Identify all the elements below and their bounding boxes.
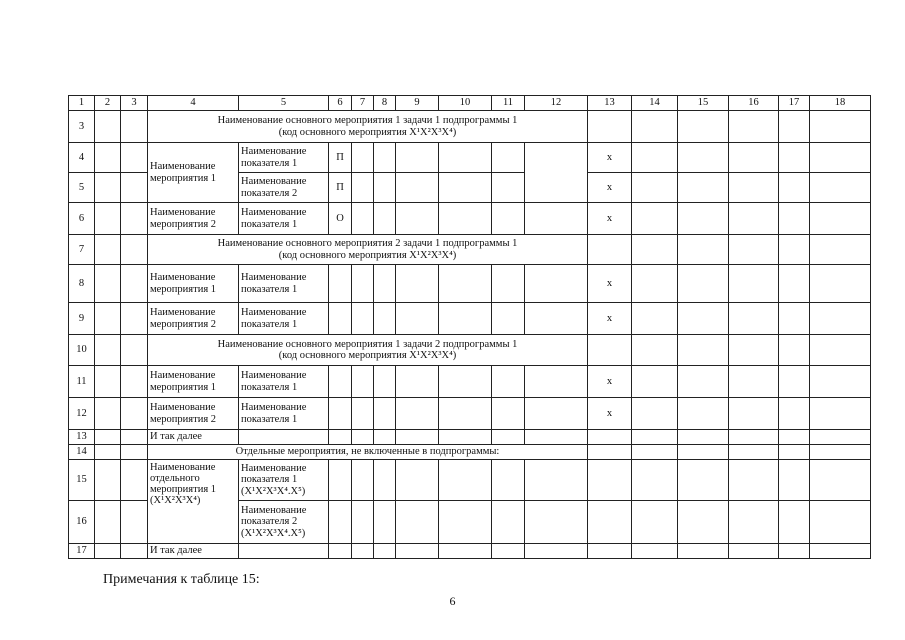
column-number: 4 [148, 96, 239, 111]
row-number: 10 [69, 335, 95, 366]
row-number: 5 [69, 173, 95, 203]
event-name-cell: Наименование мероприятия 2 [148, 203, 239, 235]
event-name-cell: Наименование мероприятия 2 [148, 398, 239, 430]
indicator-type-cell: О [329, 203, 352, 235]
column-number: 8 [374, 96, 396, 111]
row-number: 8 [69, 265, 95, 303]
section-title-line1: Наименование основного мероприятия 1 задачи 2 подпрограммы 1 [217, 338, 518, 350]
indicator-name-cell: Наименование показателя 1 (X¹X²X³X⁴.X⁵) [239, 460, 329, 501]
table-row [69, 366, 871, 398]
column-number: 12 [525, 96, 588, 111]
column-13-mark: х [588, 366, 632, 398]
event-name-cell: Наименование мероприятия 1 [148, 265, 239, 303]
row-number: 13 [69, 430, 95, 445]
table-row [69, 203, 871, 235]
indicator-type-cell: П [329, 143, 352, 173]
table-row [69, 398, 871, 430]
event-name-cell: Наименование мероприятия 1 [148, 366, 239, 398]
row-number: 6 [69, 203, 95, 235]
section-title-line1: Наименование основного мероприятия 2 задачи 1 подпрограммы 1 [217, 238, 518, 250]
column-number: 5 [239, 96, 329, 111]
indicator-name-cell: Наименование показателя 2 (X¹X²X³X⁴.X⁵) [239, 501, 329, 544]
row-number: 15 [69, 460, 95, 501]
row-number: 14 [69, 445, 95, 460]
table-row [69, 335, 871, 366]
table-row [69, 445, 871, 460]
section-title [148, 111, 588, 143]
column-13-mark: х [588, 265, 632, 303]
column-number: 16 [729, 96, 779, 111]
column-number: 6 [329, 96, 352, 111]
indicator-name-cell: Наименование показателя 1 [239, 265, 329, 303]
column-number: 13 [588, 96, 632, 111]
column-number: 15 [678, 96, 729, 111]
page-number: 6 [449, 594, 456, 608]
row-number: 3 [69, 111, 95, 143]
column-number: 10 [439, 96, 492, 111]
data-table [68, 95, 871, 559]
indicator-name-cell: Наименование показателя 1 [239, 203, 329, 235]
table-row [69, 111, 871, 143]
table-row [69, 430, 871, 445]
and-so-on-text: И так далее [148, 430, 239, 445]
column-number: 2 [95, 96, 121, 111]
section-title [148, 335, 588, 366]
and-so-on-text: И так далее [148, 544, 239, 559]
row-number: 7 [69, 235, 95, 265]
table-row [69, 143, 871, 173]
table-row [69, 265, 871, 303]
indicator-name-cell: Наименование показателя 1 [239, 143, 329, 173]
column-13-mark: х [588, 398, 632, 430]
table-row [69, 544, 871, 559]
indicator-name-cell: Наименование показателя 1 [239, 303, 329, 335]
indicator-type-cell: П [329, 173, 352, 203]
table-row [69, 303, 871, 335]
column-number: 3 [121, 96, 148, 111]
row-number: 9 [69, 303, 95, 335]
column-13-mark: х [588, 173, 632, 203]
column-number: 18 [810, 96, 871, 111]
indicator-name-cell: Наименование показателя 1 [239, 366, 329, 398]
column-number: 1 [69, 96, 95, 111]
column-number-row [69, 96, 871, 111]
row-number: 17 [69, 544, 95, 559]
row-number: 4 [69, 143, 95, 173]
section-title [148, 235, 588, 265]
column-number: 14 [632, 96, 678, 111]
indicator-name-cell: Наименование показателя 2 [239, 173, 329, 203]
event-name-cell: Наименование отдельного мероприятия 1 (X¹X²X³X⁴) [148, 460, 239, 544]
column-number: 17 [779, 96, 810, 111]
column-number: 9 [396, 96, 439, 111]
column-13-mark: х [588, 303, 632, 335]
column-number: 11 [492, 96, 525, 111]
event-name-cell: Наименование мероприятия 2 [148, 303, 239, 335]
column-13-mark: х [588, 203, 632, 235]
column-number: 7 [352, 96, 374, 111]
section-title-line2: (код основного мероприятия X¹X²X³X⁴) [278, 126, 457, 138]
table-row [69, 460, 871, 501]
section-title-line1: Наименование основного мероприятия 1 задачи 1 подпрограммы 1 [217, 115, 518, 127]
column-13-mark: х [588, 143, 632, 173]
notes-heading: Примечания к таблице 15: [103, 572, 260, 587]
event-name-cell: Наименование мероприятия 1 [148, 143, 239, 203]
row-number: 11 [69, 366, 95, 398]
row-number: 16 [69, 501, 95, 544]
indicator-name-cell: Наименование показателя 1 [239, 398, 329, 430]
section-title-line2: (код основного мероприятия X¹X²X³X⁴) [278, 249, 457, 261]
table-row [69, 235, 871, 265]
row-number: 12 [69, 398, 95, 430]
section-title: Отдельные мероприятия, не включенные в подпрограммы: [148, 445, 588, 460]
section-title-line2: (код основного мероприятия X¹X²X³X⁴) [278, 350, 457, 361]
